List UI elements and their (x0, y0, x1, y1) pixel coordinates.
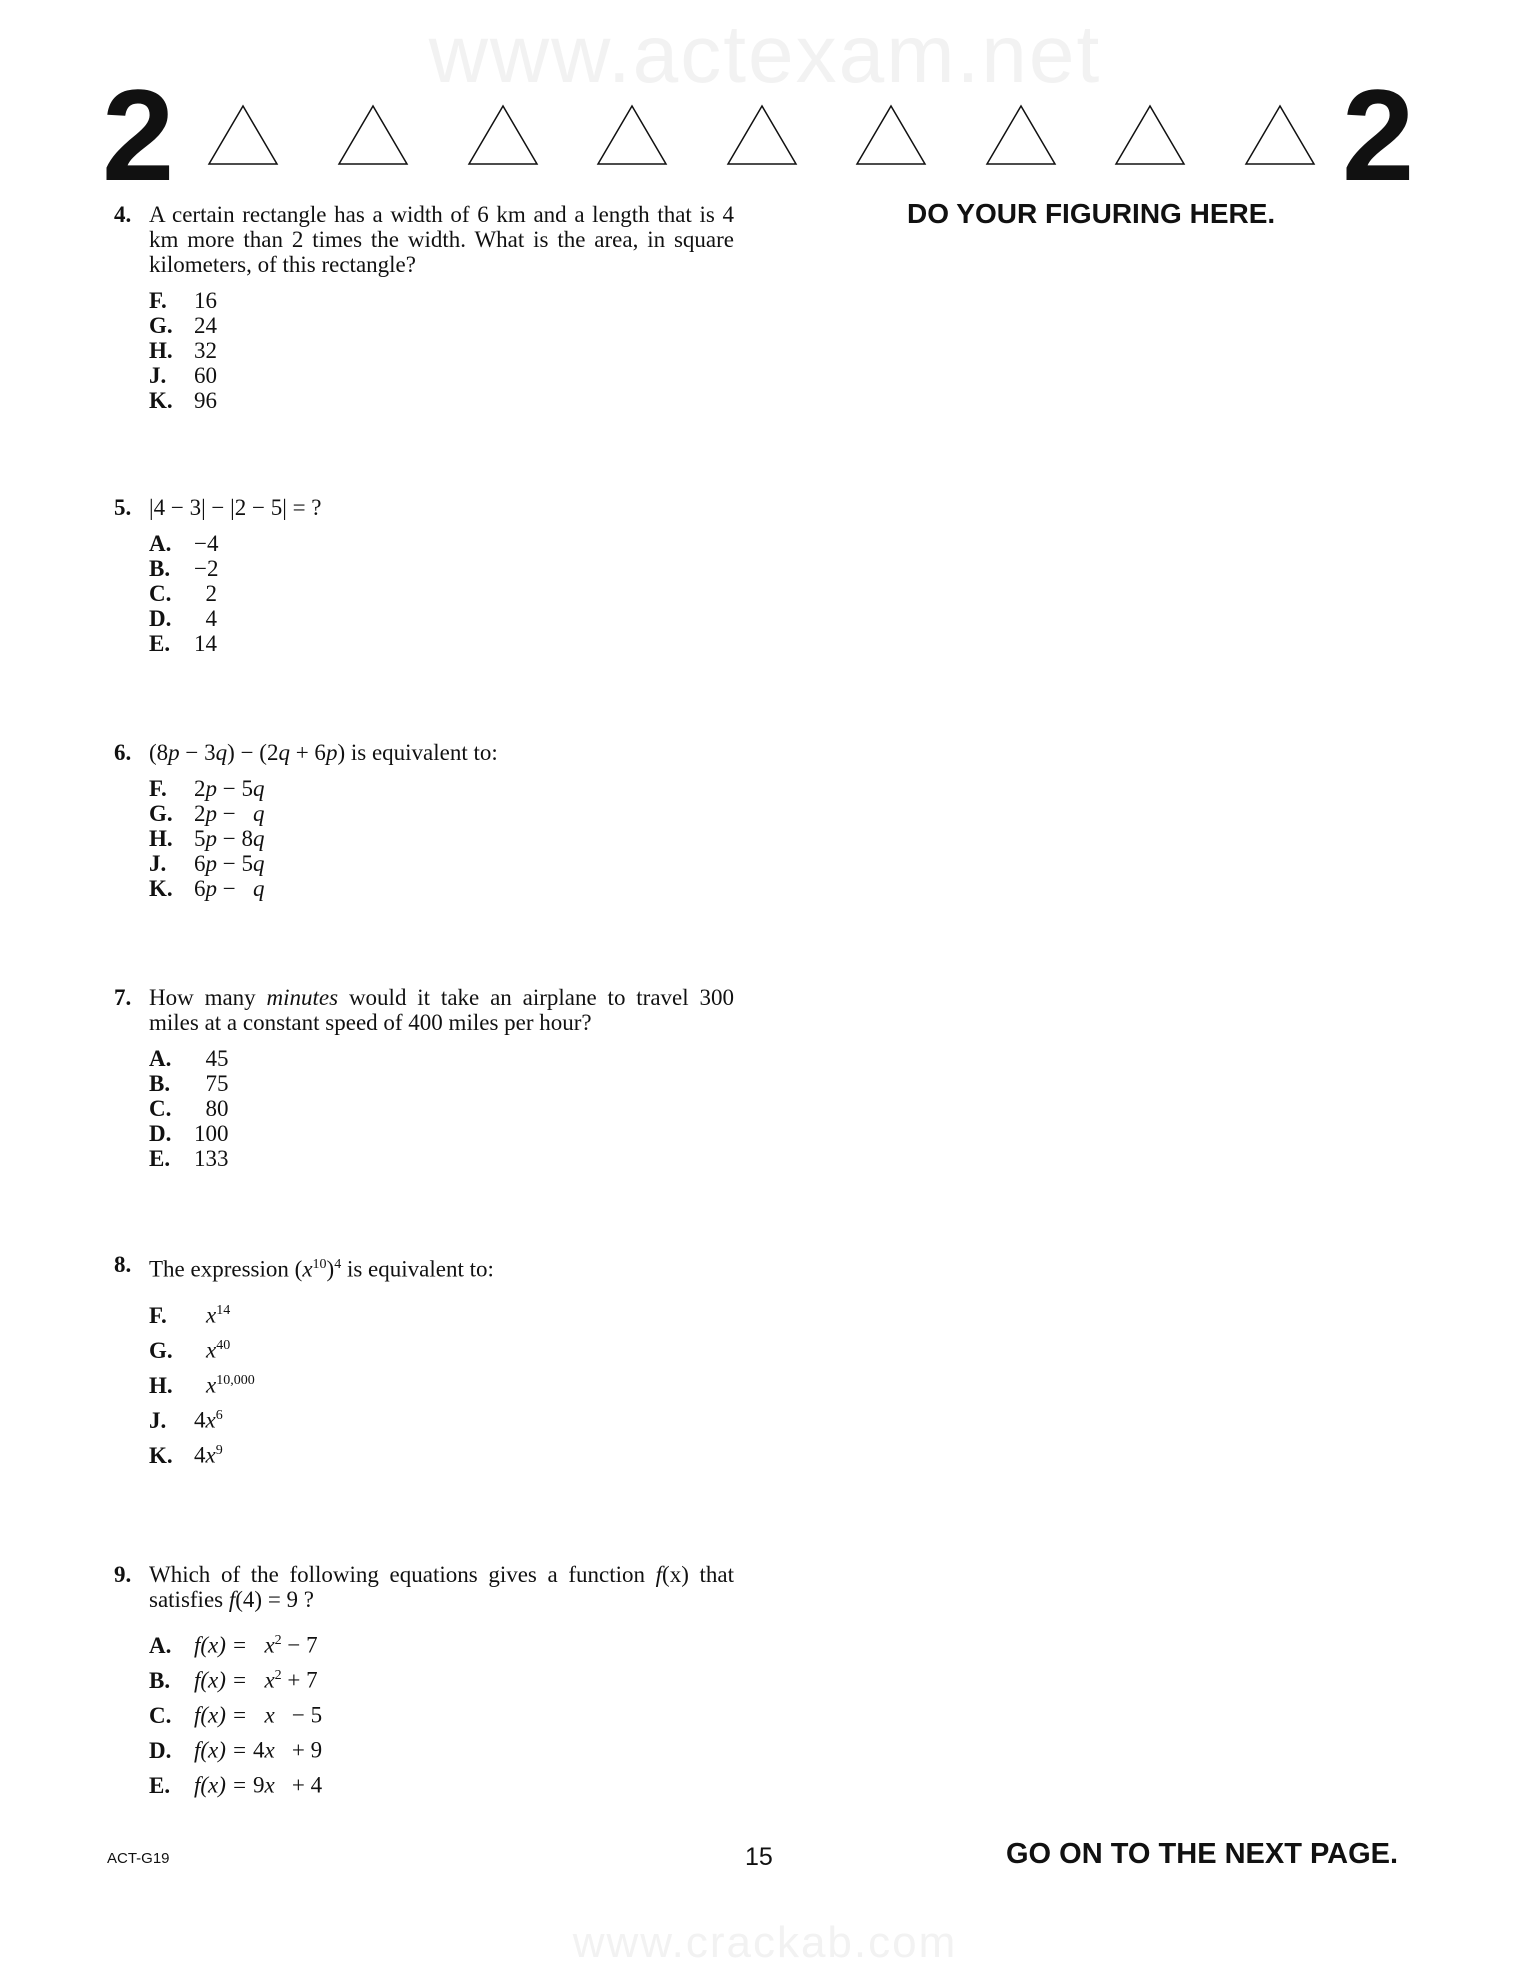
answer-choice[interactable]: F. $x^{14}$ (149, 1302, 231, 1328)
figuring-label: DO YOUR FIGURING HERE. (907, 198, 1276, 229)
test-code: ACT-G19 (107, 1850, 170, 1867)
question-stem: Which of the following equations gives a function f(x) that satisfies f(4) = 9 ? (149, 1562, 734, 1612)
watermark-bottom: www.crackab.com (572, 1918, 958, 1967)
answer-choices (149, 531, 734, 656)
question-stem: How many minutes would it take an airplane to travel 300 miles at a constant speed of 400 miles per hour? (149, 985, 735, 1035)
triangle-icon (1246, 106, 1314, 164)
answer-choice[interactable]: C. 2 (149, 581, 217, 606)
answer-choice[interactable]: H. 5p − 8q (149, 826, 265, 851)
answer-choice[interactable]: K. 96 (149, 388, 217, 413)
question-9 (114, 1562, 734, 1798)
next-page-notice: GO ON TO THE NEXT PAGE. (1006, 1838, 1399, 1870)
answer-choice[interactable]: G. 2p − q (149, 801, 265, 826)
answer-choice[interactable]: E. 14 (149, 631, 217, 656)
answer-choices (149, 288, 734, 413)
answer-choice[interactable]: B. −2 (149, 556, 219, 581)
question-number: 6. (114, 740, 132, 765)
answer-choice[interactable]: A. 45 (149, 1046, 229, 1071)
answer-choice[interactable]: H. $x^{10,000}$ (149, 1372, 255, 1398)
section-number-left: 2 (102, 62, 175, 208)
answer-choice[interactable]: F. 16 (149, 288, 217, 313)
triangle-divider-row (0, 104, 1530, 174)
answer-choices (149, 1046, 734, 1171)
answer-choice[interactable]: G. $x^{40}$ (149, 1337, 231, 1363)
answer-choice[interactable]: E. f(x) = 9x + 4 (149, 1773, 323, 1798)
answer-choices (149, 1293, 734, 1468)
answer-choice[interactable]: J. 60 (149, 363, 217, 388)
question-4 (114, 202, 734, 413)
question-number: 4. (114, 202, 132, 227)
answer-choice[interactable]: D. 100 (149, 1121, 229, 1146)
question-stem: (8p − 3q) − (2q + 6p) is equivalent to: (149, 740, 498, 765)
answer-choice[interactable]: H. 32 (149, 338, 217, 363)
answer-choice[interactable]: C. f(x) = x − 5 (149, 1703, 323, 1728)
question-stem: A certain rectangle has a width of 6 km and a length that is 4 km more than 2 times the width. What is the area, in square kilometers, of this rectangle? (149, 202, 734, 277)
triangle-icon (987, 106, 1055, 164)
answer-choice[interactable]: K. 6p − q (149, 876, 265, 901)
triangle-icon (469, 106, 537, 164)
question-stem: |4 − 3| − |2 − 5| = ? (149, 495, 322, 520)
answer-choice[interactable]: A. −4 (149, 531, 219, 556)
answer-choices (149, 776, 734, 901)
answer-choice[interactable]: A. $f(x) = x^2 - 7$ (149, 1633, 318, 1658)
question-number: 8. (114, 1252, 132, 1277)
question-8 (114, 1252, 734, 1468)
answer-choice[interactable]: J. $4x^6$ (149, 1407, 223, 1433)
question-5 (114, 495, 734, 656)
answer-choice[interactable]: D. f(x) = 4x + 9 (149, 1738, 323, 1763)
answer-choice[interactable]: D. 4 (149, 606, 217, 631)
answer-choices (149, 1623, 734, 1798)
triangle-icon (209, 106, 277, 164)
page-number: 15 (745, 1843, 773, 1871)
answer-choice[interactable]: G. 24 (149, 313, 217, 338)
question-6 (114, 740, 734, 901)
triangle-icon (339, 106, 407, 164)
question-number: 9. (114, 1562, 132, 1587)
answer-choice[interactable]: J. 6p − 5q (149, 851, 265, 876)
question-7 (114, 985, 734, 1171)
answer-choice[interactable]: B. $f(x) = x^2 + 7$ (149, 1668, 318, 1693)
answer-choice[interactable]: C. 80 (149, 1096, 229, 1121)
triangle-icon (1116, 106, 1184, 164)
section-number-right: 2 (1342, 62, 1415, 208)
triangle-icon (857, 106, 925, 164)
answer-choice[interactable]: F. 2p − 5q (149, 776, 265, 801)
watermark-top: www.actexam.net (428, 9, 1102, 100)
answer-choice[interactable]: K. $4x^9$ (149, 1442, 223, 1468)
answer-choice[interactable]: B. 75 (149, 1071, 229, 1096)
question-stem: The expression $(x^{10})^4$ is equivalent to: (149, 1256, 494, 1282)
triangle-icon (728, 106, 796, 164)
answer-choice[interactable]: E. 133 (149, 1146, 229, 1171)
question-number: 7. (114, 985, 132, 1010)
triangle-icon (598, 106, 666, 164)
question-number: 5. (114, 495, 132, 520)
